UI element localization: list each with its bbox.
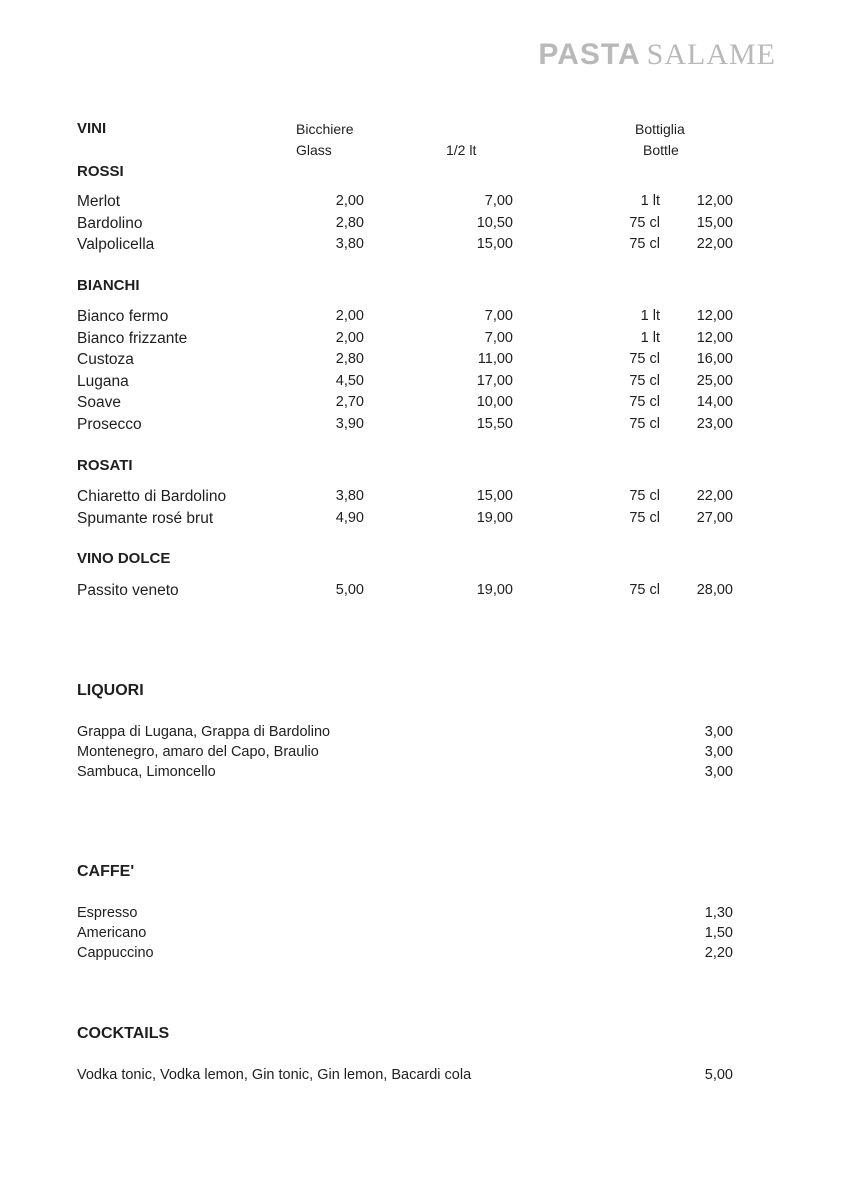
wine-section-title: VINO DOLCE xyxy=(77,550,171,567)
brand-logo xyxy=(538,38,776,72)
wine-price-glass: 2,00 xyxy=(335,193,364,209)
wine-name: Passito veneto xyxy=(77,582,179,599)
wine-price-half-litre: 10,00 xyxy=(476,394,513,410)
wine-price-bottle: 12,00 xyxy=(696,308,733,324)
caffe-title: CAFFE' xyxy=(77,863,135,880)
wine-name: Chiaretto di Bardolino xyxy=(77,488,227,505)
wine-name: Spumante rosé brut xyxy=(77,510,214,527)
wine-price-half-litre: 11,00 xyxy=(477,351,513,367)
wine-price-bottle: 12,00 xyxy=(696,193,733,209)
wine-price-half-litre: 19,00 xyxy=(476,582,513,598)
wine-price-half-litre: 19,00 xyxy=(476,510,513,526)
cocktails-title: COCKTAILS xyxy=(77,1025,170,1042)
caffe-item-price: 1,30 xyxy=(704,905,733,921)
wine-price-bottle: 27,00 xyxy=(696,510,733,526)
liquori-item-name: Sambuca, Limoncello xyxy=(77,764,216,780)
wine-price-glass: 4,50 xyxy=(335,373,364,389)
wine-price-half-litre: 15,50 xyxy=(476,416,513,432)
liquori-item-name: Montenegro, amaro del Capo, Braulio xyxy=(77,744,319,760)
wine-bottle-size: 75 cl xyxy=(629,373,660,389)
caffe-item-name: Espresso xyxy=(77,905,138,921)
wine-price-half-litre: 7,00 xyxy=(484,308,513,324)
wine-price-bottle: 22,00 xyxy=(696,488,733,504)
wine-price-glass: 2,80 xyxy=(335,351,364,367)
wine-price-half-litre: 17,00 xyxy=(476,373,513,389)
col-header-bottle-it: Bottiglia xyxy=(635,121,685,137)
wine-price-bottle: 25,00 xyxy=(696,373,733,389)
wine-bottle-size: 1 lt xyxy=(640,193,660,209)
wine-name: Merlot xyxy=(77,193,121,210)
caffe-item-name: Americano xyxy=(77,925,147,941)
wine-price-half-litre: 15,00 xyxy=(476,488,513,504)
wine-section-title: ROSATI xyxy=(77,457,133,474)
wine-price-glass: 3,90 xyxy=(335,416,364,432)
wine-name: Custoza xyxy=(77,351,134,368)
wine-section-title: ROSSI xyxy=(77,163,124,180)
brand-word-salame: SALAME xyxy=(646,38,776,71)
caffe-item-price: 2,20 xyxy=(704,945,733,961)
wine-price-glass: 2,00 xyxy=(335,330,364,346)
wine-section-title: BIANCHI xyxy=(77,277,140,294)
caffe-item-price: 1,50 xyxy=(704,925,733,941)
wine-name: Soave xyxy=(77,394,121,411)
wine-bottle-size: 75 cl xyxy=(629,351,660,367)
wine-price-glass: 5,00 xyxy=(335,582,364,598)
wine-name: Bardolino xyxy=(77,215,143,232)
wine-bottle-size: 75 cl xyxy=(629,236,660,252)
wine-bottle-size: 1 lt xyxy=(640,308,660,324)
caffe-item-name: Cappuccino xyxy=(77,945,154,961)
wine-bottle-size: 75 cl xyxy=(629,394,660,410)
col-header-bottle-en: Bottle xyxy=(643,142,679,158)
wine-price-half-litre: 7,00 xyxy=(484,193,513,209)
wine-price-half-litre: 7,00 xyxy=(484,330,513,346)
cocktails-item-name: Vodka tonic, Vodka lemon, Gin tonic, Gin lemon, Bacardi cola xyxy=(77,1067,472,1083)
wine-price-bottle: 22,00 xyxy=(696,236,733,252)
col-header-glass-it: Bicchiere xyxy=(296,121,354,137)
wine-name: Bianco frizzante xyxy=(77,330,188,347)
wine-price-half-litre: 15,00 xyxy=(476,236,513,252)
liquori-title: LIQUORI xyxy=(77,682,144,699)
wine-bottle-size: 75 cl xyxy=(629,416,660,432)
wine-price-glass: 2,00 xyxy=(335,308,364,324)
liquori-item-price: 3,00 xyxy=(704,744,733,760)
wine-price-bottle: 15,00 xyxy=(696,215,733,231)
wine-bottle-size: 75 cl xyxy=(629,582,660,598)
wine-name: Valpolicella xyxy=(77,236,155,253)
wine-bottle-size: 75 cl xyxy=(629,510,660,526)
wine-bottle-size: 75 cl xyxy=(629,488,660,504)
wine-price-half-litre: 10,50 xyxy=(476,215,513,231)
cocktails-item-price: 5,00 xyxy=(704,1067,733,1083)
wine-price-bottle: 28,00 xyxy=(696,582,733,598)
wine-bottle-size: 1 lt xyxy=(640,330,660,346)
wine-price-bottle: 23,00 xyxy=(696,416,733,432)
wine-title: VINI xyxy=(77,120,107,137)
wine-price-glass: 2,70 xyxy=(335,394,364,410)
liquori-item-price: 3,00 xyxy=(704,764,733,780)
col-header-half-litre: 1/2 lt xyxy=(446,142,477,158)
wine-bottle-size: 75 cl xyxy=(629,215,660,231)
wine-price-glass: 4,90 xyxy=(335,510,364,526)
wine-price-glass: 3,80 xyxy=(335,236,364,252)
wine-name: Bianco fermo xyxy=(77,308,169,325)
wine-price-glass: 3,80 xyxy=(335,488,364,504)
wine-name: Lugana xyxy=(77,373,129,390)
wine-price-bottle: 12,00 xyxy=(696,330,733,346)
wine-price-bottle: 16,00 xyxy=(696,351,733,367)
wine-price-glass: 2,80 xyxy=(335,215,364,231)
wine-name: Prosecco xyxy=(77,416,142,433)
wine-price-bottle: 14,00 xyxy=(696,394,733,410)
col-header-glass-en: Glass xyxy=(296,142,332,158)
liquori-item-price: 3,00 xyxy=(704,724,733,740)
brand-word-pasta: PASTA xyxy=(538,38,641,71)
liquori-item-name: Grappa di Lugana, Grappa di Bardolino xyxy=(77,724,331,740)
